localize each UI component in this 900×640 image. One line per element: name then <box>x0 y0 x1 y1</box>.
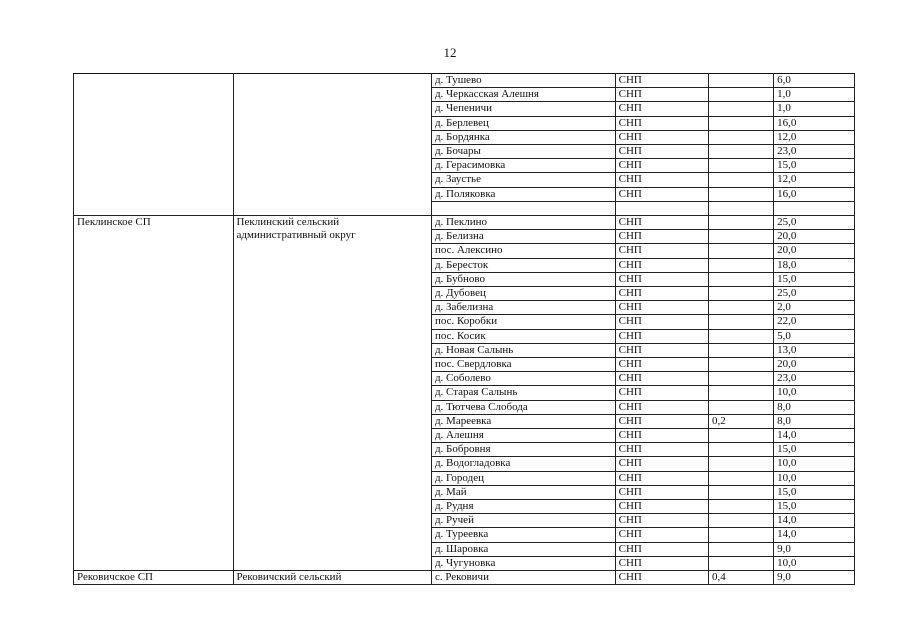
locality-type-cell: СНП <box>615 358 708 372</box>
locality-type-cell: СНП <box>615 88 708 102</box>
locality-type-cell: СНП <box>615 216 708 230</box>
locality-name-cell: д. Май <box>431 485 615 499</box>
extra-value-cell <box>709 230 774 244</box>
distance-value-cell: 13,0 <box>774 343 855 357</box>
district-cell: Рековичский сельский <box>233 571 431 585</box>
distance-value-cell: 10,0 <box>774 471 855 485</box>
locality-name-cell: д. Водогладовка <box>431 457 615 471</box>
locality-name-cell: д. Тушево <box>431 74 615 88</box>
locality-type-cell: СНП <box>615 258 708 272</box>
table-row <box>74 216 855 230</box>
distance-value-cell: 2,0 <box>774 301 855 315</box>
locality-name-cell: д. Старая Салынь <box>431 386 615 400</box>
settlements-table <box>73 73 855 585</box>
distance-value-cell: 12,0 <box>774 173 855 187</box>
extra-value-cell <box>709 159 774 173</box>
distance-value-cell: 18,0 <box>774 258 855 272</box>
locality-name-cell: пос. Свердловка <box>431 358 615 372</box>
extra-value-cell <box>709 130 774 144</box>
extra-value-cell <box>709 258 774 272</box>
extra-value-cell <box>709 216 774 230</box>
extra-value-cell <box>709 102 774 116</box>
distance-value-cell: 9,0 <box>774 571 855 585</box>
extra-value-cell <box>709 500 774 514</box>
distance-value-cell: 16,0 <box>774 116 855 130</box>
extra-value-cell <box>709 145 774 159</box>
extra-value-cell <box>709 244 774 258</box>
locality-name-cell: д. Бубново <box>431 272 615 286</box>
locality-name-cell: д. Шаровка <box>431 542 615 556</box>
locality-name-cell: д. Белизна <box>431 230 615 244</box>
locality-type-cell: СНП <box>615 159 708 173</box>
locality-type-cell: СНП <box>615 343 708 357</box>
locality-type-cell: СНП <box>615 102 708 116</box>
distance-value-cell: 22,0 <box>774 315 855 329</box>
distance-value-cell: 20,0 <box>774 358 855 372</box>
distance-value-cell: 25,0 <box>774 287 855 301</box>
locality-type-cell: СНП <box>615 301 708 315</box>
extra-value-cell <box>709 556 774 570</box>
distance-value-cell: 15,0 <box>774 159 855 173</box>
locality-name-cell: д. Герасимовка <box>431 159 615 173</box>
distance-value-cell: 6,0 <box>774 74 855 88</box>
table-row <box>74 571 855 585</box>
locality-type-cell: СНП <box>615 528 708 542</box>
locality-name-cell: д. Городец <box>431 471 615 485</box>
extra-value-cell <box>709 528 774 542</box>
distance-value-cell: 20,0 <box>774 230 855 244</box>
locality-name-cell: д. Забелизна <box>431 301 615 315</box>
extra-value-cell <box>709 485 774 499</box>
extra-value-cell <box>709 542 774 556</box>
locality-name-cell: пос. Косик <box>431 329 615 343</box>
locality-name-cell: пос. Алексино <box>431 244 615 258</box>
extra-value-cell <box>709 457 774 471</box>
distance-value-cell: 16,0 <box>774 187 855 201</box>
locality-type-cell: СНП <box>615 74 708 88</box>
locality-name-cell: д. Новая Салынь <box>431 343 615 357</box>
page-number: 12 <box>443 45 457 60</box>
locality-name-cell: д. Чепеничи <box>431 102 615 116</box>
extra-value-cell: 0,2 <box>709 414 774 428</box>
distance-value-cell: 23,0 <box>774 145 855 159</box>
locality-type-cell: СНП <box>615 400 708 414</box>
settlements-table-body <box>74 74 855 585</box>
locality-type-cell: СНП <box>615 571 708 585</box>
distance-value-cell: 12,0 <box>774 130 855 144</box>
locality-type-cell: СНП <box>615 500 708 514</box>
extra-value-cell <box>709 116 774 130</box>
locality-name-cell: пос. Коробки <box>431 315 615 329</box>
locality-name-cell: с. Рековичи <box>431 571 615 585</box>
locality-type-cell: СНП <box>615 329 708 343</box>
distance-value-cell: 25,0 <box>774 216 855 230</box>
distance-value-cell: 10,0 <box>774 556 855 570</box>
locality-name-cell <box>431 201 615 215</box>
distance-value-cell: 14,0 <box>774 528 855 542</box>
district-cell <box>233 74 431 216</box>
extra-value-cell: 0,4 <box>709 571 774 585</box>
distance-value-cell: 20,0 <box>774 244 855 258</box>
distance-value-cell: 5,0 <box>774 329 855 343</box>
extra-value-cell <box>709 173 774 187</box>
locality-type-cell: СНП <box>615 386 708 400</box>
extra-value-cell <box>709 443 774 457</box>
distance-value-cell: 15,0 <box>774 443 855 457</box>
extra-value-cell <box>709 272 774 286</box>
district-cell: Пеклинский сельский административный округ <box>233 216 431 571</box>
locality-type-cell: СНП <box>615 230 708 244</box>
distance-value-cell: 1,0 <box>774 88 855 102</box>
locality-name-cell: д. Бобровня <box>431 443 615 457</box>
locality-type-cell <box>615 201 708 215</box>
extra-value-cell <box>709 187 774 201</box>
locality-type-cell: СНП <box>615 556 708 570</box>
distance-value-cell <box>774 201 855 215</box>
locality-name-cell: д. Заустье <box>431 173 615 187</box>
distance-value-cell: 8,0 <box>774 400 855 414</box>
distance-value-cell: 10,0 <box>774 457 855 471</box>
extra-value-cell <box>709 429 774 443</box>
locality-name-cell: д. Черкасская Алешня <box>431 88 615 102</box>
locality-type-cell: СНП <box>615 429 708 443</box>
locality-type-cell: СНП <box>615 372 708 386</box>
distance-value-cell: 15,0 <box>774 485 855 499</box>
locality-type-cell: СНП <box>615 414 708 428</box>
locality-name-cell: д. Ручей <box>431 514 615 528</box>
locality-name-cell: д. Пеклино <box>431 216 615 230</box>
extra-value-cell <box>709 343 774 357</box>
extra-value-cell <box>709 329 774 343</box>
locality-name-cell: д. Рудня <box>431 500 615 514</box>
settlement-cell: Рековичское СП <box>74 571 234 585</box>
locality-name-cell: д. Бочары <box>431 145 615 159</box>
locality-name-cell: д. Мареевка <box>431 414 615 428</box>
locality-type-cell: СНП <box>615 173 708 187</box>
extra-value-cell <box>709 358 774 372</box>
extra-value-cell <box>709 315 774 329</box>
locality-type-cell: СНП <box>615 272 708 286</box>
locality-type-cell: СНП <box>615 514 708 528</box>
distance-value-cell: 15,0 <box>774 500 855 514</box>
settlement-cell <box>74 74 234 216</box>
locality-name-cell: д. Чугуновка <box>431 556 615 570</box>
extra-value-cell <box>709 372 774 386</box>
distance-value-cell: 10,0 <box>774 386 855 400</box>
locality-type-cell: СНП <box>615 116 708 130</box>
extra-value-cell <box>709 287 774 301</box>
extra-value-cell <box>709 88 774 102</box>
locality-type-cell: СНП <box>615 244 708 258</box>
locality-type-cell: СНП <box>615 457 708 471</box>
extra-value-cell <box>709 301 774 315</box>
locality-name-cell: д. Алешня <box>431 429 615 443</box>
table-row <box>74 74 855 88</box>
locality-type-cell: СНП <box>615 443 708 457</box>
settlement-cell: Пеклинское СП <box>74 216 234 571</box>
locality-type-cell: СНП <box>615 130 708 144</box>
locality-name-cell: д. Соболево <box>431 372 615 386</box>
extra-value-cell <box>709 400 774 414</box>
locality-name-cell: д. Бересток <box>431 258 615 272</box>
locality-type-cell: СНП <box>615 471 708 485</box>
locality-type-cell: СНП <box>615 145 708 159</box>
distance-value-cell: 14,0 <box>774 514 855 528</box>
locality-type-cell: СНП <box>615 287 708 301</box>
locality-type-cell: СНП <box>615 187 708 201</box>
locality-name-cell: д. Туреевка <box>431 528 615 542</box>
distance-value-cell: 14,0 <box>774 429 855 443</box>
locality-type-cell: СНП <box>615 485 708 499</box>
locality-name-cell: д. Бордянка <box>431 130 615 144</box>
locality-name-cell: д. Тютчева Слобода <box>431 400 615 414</box>
extra-value-cell <box>709 386 774 400</box>
locality-name-cell: д. Дубовец <box>431 287 615 301</box>
locality-name-cell: д. Берлевец <box>431 116 615 130</box>
distance-value-cell: 9,0 <box>774 542 855 556</box>
extra-value-cell <box>709 74 774 88</box>
extra-value-cell <box>709 201 774 215</box>
locality-type-cell: СНП <box>615 315 708 329</box>
extra-value-cell <box>709 514 774 528</box>
distance-value-cell: 1,0 <box>774 102 855 116</box>
locality-name-cell: д. Поляковка <box>431 187 615 201</box>
locality-type-cell: СНП <box>615 542 708 556</box>
distance-value-cell: 23,0 <box>774 372 855 386</box>
distance-value-cell: 15,0 <box>774 272 855 286</box>
extra-value-cell <box>709 471 774 485</box>
distance-value-cell: 8,0 <box>774 414 855 428</box>
